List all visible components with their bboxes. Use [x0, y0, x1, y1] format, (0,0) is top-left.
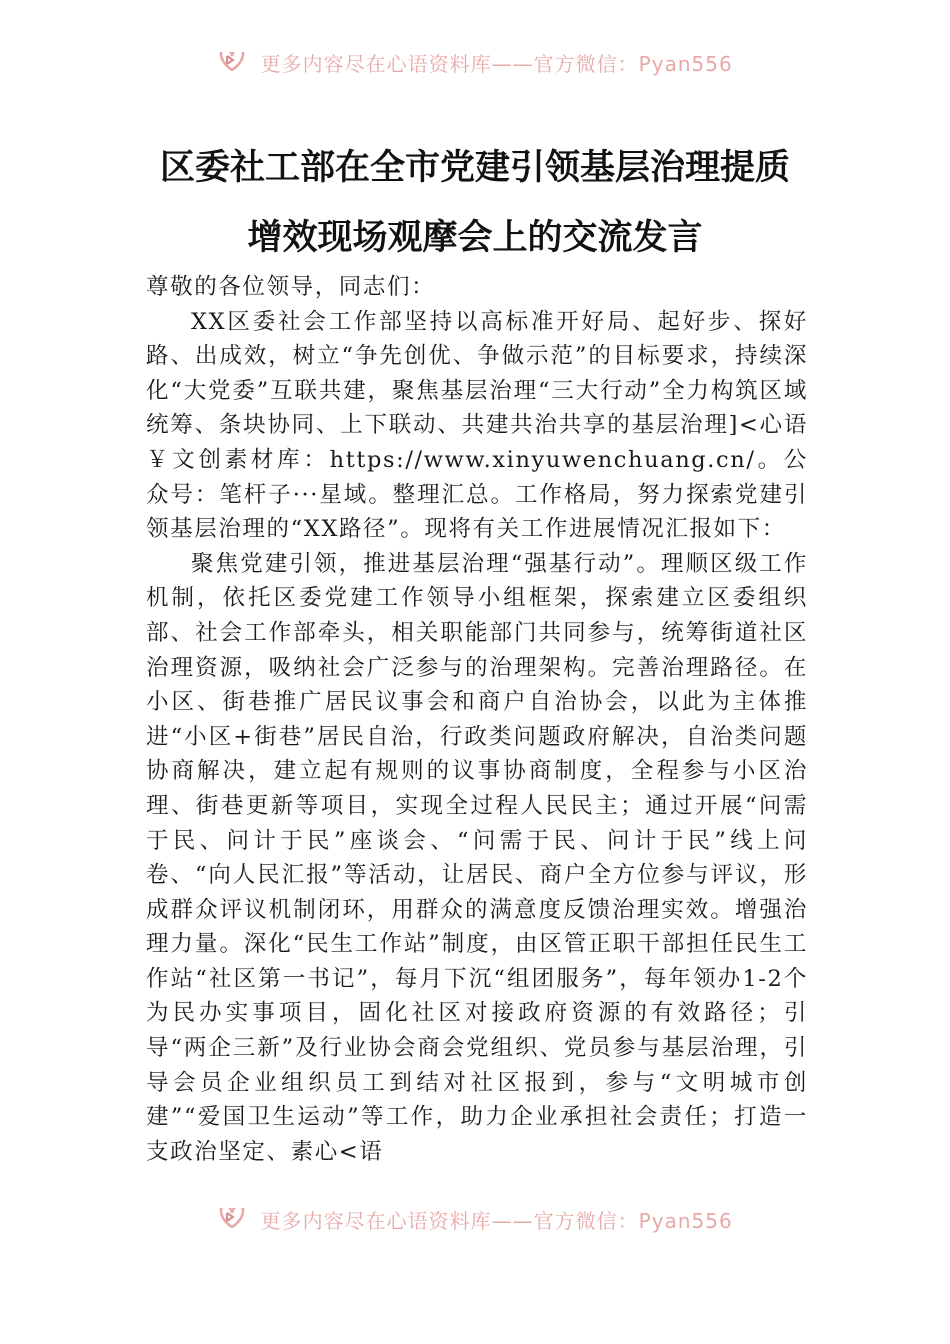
watermark-text: 更多内容尽在心语资料库——官方微信：Pyan556 — [260, 1209, 733, 1233]
watermark-top — [0, 52, 950, 86]
document-title-line-2: 增效现场观摩会上的交流发言 — [247, 217, 703, 258]
paragraph-1: XX区委社会工作部坚持以高标准开好局、起好步、探好路、出成效，树立“争先创优、争做示范”的目标要求，持续深化“大党委”互联共建，聚焦基层治理“三大行动”全力构筑区域统筹、条块协同、上下联动、共建共治共享的基层治理]<心语￥文创素材库：https://www.xinyuwenchuang.cn/。公众号：笔杆子···星域。整理汇总。工作格局，努力探索党建引领基层治理的“XX路径”。现将有关工作进展情况汇报如下： — [146, 308, 808, 543]
document-body — [146, 270, 808, 1169]
document-title-line-1: 区委社工部在全市党建引领基层治理提质 — [159, 147, 790, 188]
watermark-logo-icon — [217, 52, 247, 78]
watermark-text: 更多内容尽在心语资料库——官方微信：Pyan556 — [260, 52, 733, 76]
watermark-logo-icon — [217, 1208, 247, 1234]
paragraph-2: 聚焦党建引领，推进基层治理“强基行动”。理顺区级工作机制，依托区委党建工作领导小组框架，探索建立区委组织部、社会工作部牵头，相关职能部门共同参与，统筹街道社区治理资源，吸纳社会广泛参与的治理架构。完善治理路径。在小区、街巷推广居民议事会和商户自治协会，以此为主体推进“小区+街巷”居民自治，行政类问题政府解决，自治类问题协商解决，建立起有规则的议事协商制度，全程参与小区治理、街巷更新等项目，实现全过程人民民主；通过开展“问需于民、问计于民”座谈会、“问需于民、问计于民”线上问卷、“向人民汇报”等活动，让居民、商户全方位参与评议，形成群众评议机制闭环，用群众的满意度反馈治理实效。增强治理力量。深化“民生工作站”制度，由区管正职干部担任民生工作站“社区第一书记”，每月下沉“组团服务”，每年领办1-2个为民办实事项目，固化社区对接政府资源的有效路径；引导“两企三新”及行业协会商会党组织、党员参与基层治理，引导会员企业组织员工到结对社区报到，参与“文明城市创建”“爱国卫生运动”等工作，助力企业承担社会责任；打造一支政治坚定、素心<语 — [146, 550, 808, 1165]
watermark-bottom — [0, 1208, 950, 1234]
salutation: 尊敬的各位领导，同志们： — [146, 274, 436, 300]
